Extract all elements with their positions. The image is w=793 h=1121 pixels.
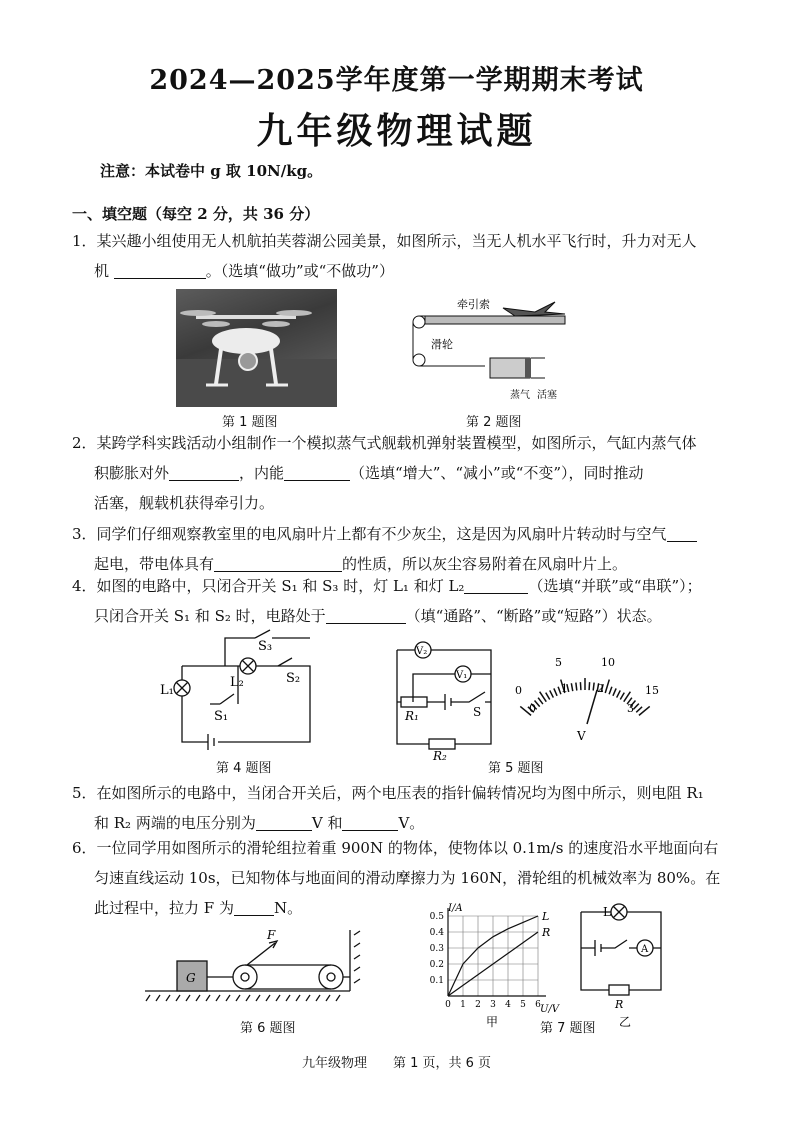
label-jia: 甲	[486, 1015, 499, 1029]
q1-line2: 机 。（选填“做功”或“不做功”）	[94, 262, 394, 280]
dial-tick	[571, 683, 572, 691]
label-L1: L₁	[160, 683, 174, 698]
label-S1: S₁	[214, 709, 229, 724]
fig5-caption: 第 5 题图	[488, 761, 544, 776]
label-yi: 乙	[619, 1015, 632, 1029]
dial-tick	[593, 683, 594, 691]
label-S3: S₃	[258, 639, 273, 654]
q5-blank1[interactable]	[256, 813, 312, 831]
q6-line1: 6．一位同学用如图所示的滑轮组拉着重 900N 的物体，使物体以 0.1m/s 的速度沿水平地面向右	[72, 839, 719, 857]
q2-blank1[interactable]	[169, 463, 239, 481]
label-pulley: 滑轮	[431, 338, 453, 351]
drone-photo	[176, 289, 337, 407]
q4-line2: 只闭合开关 S₁ 和 S₂ 时，电路处于 （填“通路”、“断路”或“短路”）状态。	[94, 607, 662, 625]
q1-blank[interactable]	[114, 261, 206, 279]
label-S2: S₂	[286, 671, 301, 686]
question-2	[72, 428, 712, 518]
dial-tick	[620, 693, 624, 700]
exam-note: 注意：本试卷中 g 取 10N/kg。	[100, 162, 323, 180]
dial-pointer	[587, 690, 597, 724]
voltmeter-dial	[505, 650, 665, 745]
chart-xtick: 5	[520, 1000, 526, 1010]
chart-xtick: 6	[535, 1000, 541, 1010]
drone-illustration	[176, 289, 337, 407]
label-ammeter: A	[641, 944, 649, 955]
dial-tick	[613, 688, 616, 695]
dial-top-0: 0	[515, 684, 522, 697]
chart-ytick: 0.2	[429, 960, 444, 970]
dial-top-10: 10	[601, 656, 615, 669]
dial-bottom-1: 1	[561, 682, 568, 695]
label-steam: 蒸气	[510, 390, 530, 401]
label-S: S	[473, 705, 482, 719]
chart-ytick: 0.5	[429, 912, 444, 922]
question-1	[72, 226, 712, 286]
q2-line3: 活塞，舰载机获得牵引力。	[94, 494, 275, 512]
dial-tick	[617, 690, 621, 697]
fig7-caption: 第 7 题图	[540, 1021, 596, 1036]
dial-top-5: 5	[555, 656, 562, 669]
chart-ytick: 0.3	[429, 944, 444, 954]
label-L2: L₂	[230, 675, 244, 690]
q2-line1: 2．某跨学科实践活动小组制作一个模拟蒸气式舰载机弹射装置模型，如图所示，气缸内蒸气体	[72, 434, 697, 452]
fig2-caption: 第 2 题图	[466, 415, 522, 430]
label-lamp: L	[603, 905, 611, 919]
section-title: 一、填空题（每空 2 分，共 36 分）	[72, 205, 320, 223]
exam-subtitle: 九年级物理试题	[256, 110, 537, 152]
dial-tick	[636, 707, 642, 712]
q3-line2: 起电，带电体具有 的性质，所以灰尘容易附着在风扇叶片上。	[94, 555, 628, 573]
dial-tick	[538, 698, 543, 704]
page-footer: 九年级物理 第 1 页，共 6 页	[301, 1056, 492, 1071]
q3-line1: 3．同学们仔细观察教室里的电风扇叶片上都有不少灰尘，这是因为风扇叶片转动时与空气	[72, 519, 712, 549]
chart-xtick: 0	[445, 1000, 451, 1010]
fig4-circuit	[160, 628, 325, 753]
q5-blank2[interactable]	[342, 813, 398, 831]
fig6-caption: 第 6 题图	[240, 1021, 296, 1036]
dial-unit: V	[577, 729, 586, 743]
fig1-caption: 第 1 题图	[222, 415, 278, 430]
label-piston: 活塞	[537, 390, 557, 401]
fig4-caption: 第 4 题图	[216, 761, 272, 776]
question-4	[72, 571, 712, 631]
dial-top-15: 15	[645, 684, 659, 697]
dial-tick	[633, 704, 639, 710]
label-R1: R₁	[405, 709, 419, 723]
label-rope: 牵引索	[457, 298, 490, 311]
chart-series-label-L: L	[542, 910, 550, 923]
dial-tick	[554, 688, 557, 695]
catapult-diagram	[405, 290, 575, 405]
label-V2: V₂	[416, 646, 428, 657]
chart-xtick: 2	[475, 1000, 481, 1010]
chart-ytick: 0.1	[429, 976, 444, 986]
exam-title: 2024—2025学年度第一学期期末考试	[149, 65, 644, 96]
q6-line3: 此过程中，拉力 F 为 N。	[94, 899, 303, 917]
chart-series-label-R: R	[542, 926, 551, 939]
label-R2: R₂	[433, 749, 447, 763]
label-F: F	[267, 928, 276, 942]
fig5-circuit	[393, 632, 498, 763]
q2-blank2[interactable]	[284, 463, 350, 481]
q3-blank2[interactable]	[214, 554, 342, 572]
q1-line1: 1．某兴趣小组使用无人机航拍芙蓉湖公园美景，如图所示，当无人机水平飞行时，升力对无人	[72, 232, 697, 250]
q4-blank1[interactable]	[464, 576, 528, 594]
chart-ylabel: I/A	[448, 903, 463, 914]
q6-line2: 匀速直线运动 10s，已知物体与地面间的滑动摩擦力为 160N，滑轮组的机械效率为 80%。在	[94, 869, 721, 887]
label-V1: V₁	[456, 670, 468, 681]
fig6-pulley-system	[145, 925, 365, 1005]
chart-xtick: 1	[460, 1000, 466, 1010]
dial-tick	[550, 690, 554, 697]
chart-xtick: 4	[505, 1000, 511, 1010]
fig7-iu-chart	[418, 902, 558, 1027]
chart-xtick: 3	[490, 1000, 496, 1010]
q4-blank2[interactable]	[326, 606, 406, 624]
fig7-circuit	[575, 902, 665, 1027]
dial-tick	[576, 683, 577, 691]
dial-tick	[605, 680, 609, 693]
q6-blank[interactable]	[234, 898, 274, 916]
dial-bottom-3: 3	[627, 702, 634, 715]
chart-xlabel: U/V	[540, 1004, 560, 1015]
q5-line1: 5．在如图所示的电路中，当闭合开关后，两个电压表的指针偏转情况均为图中所示，则电阻 R₁	[72, 784, 704, 802]
label-resistor: R	[615, 998, 624, 1011]
q4-line1: 4．如图的电路中，只闭合开关 S₁ 和 S₃ 时，灯 L₁ 和灯 L₂ （选填“并联”或“串联”）；	[72, 577, 702, 595]
question-5	[72, 778, 712, 838]
q3-blank1[interactable]	[667, 524, 697, 542]
dial-bottom-0: 0	[529, 702, 536, 715]
question-3	[72, 519, 712, 579]
q2-line2: 积膨胀对外 ，内能 （选填“增大”、“减小”或“不变”），同时推动	[94, 464, 644, 482]
dial-tick	[546, 693, 550, 700]
dial-tick	[609, 687, 612, 695]
q5-line2: 和 R₂ 两端的电压分别为 V 和 V。	[94, 814, 425, 832]
label-G: G	[186, 971, 196, 985]
chart-ytick: 0.4	[429, 928, 444, 938]
dial-bottom-2: 2	[597, 682, 604, 695]
